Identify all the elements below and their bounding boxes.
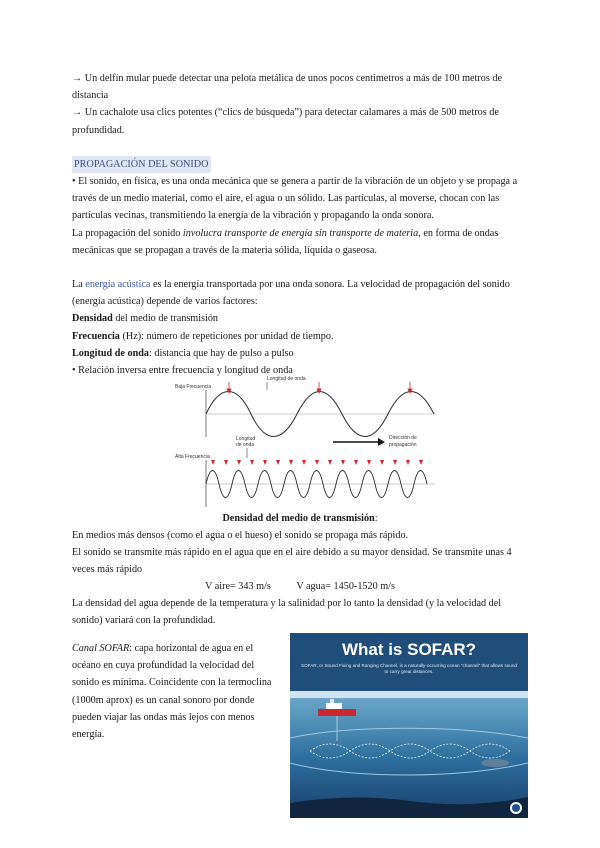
acoustic-energy-link[interactable]: energía acústica [85,279,151,291]
wavelength-mid-label-1: Longitud [236,436,256,442]
density-line-2: El sonido se transmite más rápido en el agua que en el aire debido a su mayor densidad. Se transmite unas 4 veces más rápido [72,547,512,575]
sofar-term: Canal SOFAR [72,643,130,654]
velocity-water: V agua= 1450-1520 m/s [296,581,395,592]
factor-wavelength: Longitud de onda: distancia que hay de pulso a pulso [72,347,294,359]
direction-label-1: Dirección de [389,435,417,441]
density-title: Densidad del medio de transmisión: [222,513,378,524]
inverse-relation: • Relación inversa entre frecuencia y longitud de onda [72,365,293,377]
sofar-description: Canal SOFAR: capa horizontal de agua en el océano en cuya profundidad la velocidad del sonido es mínima. Coincidente con la termoclina (1000m aprox) es un canal sonoro por donde pueden viajar las ondas más lejos con menos energía. [72,643,272,741]
density-section [72,510,528,629]
sound-definition: • El sonido, en física, es una onda mecánica que se genera a partir de la vibración de un objeto y se propaga a través de un medio material, como el aire, el agua o un sólido. Las partículas, al moverse, chocan con las partículas vecinas, transmitiendo la energía de la vibración y propagando la onda sonora. [72,176,518,222]
intro-sperm-whale: → Un cachalote usa clics potentes (“clics de búsqueda”) para detectar calamares a más de 500 metros de profundidad. [72,107,499,136]
direction-label-2: propagación [389,442,417,448]
wavelength-mid-label-2: de onda [236,442,255,448]
velocity-values [72,578,528,595]
sofar-title: What is SOFAR? [341,640,477,659]
propagation-italic: involucra transporte de energía sin transporte de materia [182,227,419,239]
document-body [72,70,528,379]
propagation-paragraph: La propagación del sonido involucra transporte de energía sin transporte de materia, en forma de ondas mecánicas que se propagan a través de la materia sólida, líquida o gaseosa. [72,227,499,256]
factor-frequency: Frecuencia (Hz): número de repeticiones por unidad de tiempo. [72,330,334,342]
wavelength-top-label: Longitud de onda [267,376,306,382]
energy-paragraph: La energía acústica es la energía transportada por una onda sonora. La velocidad de propagación del sonido (energía acústica) depende de varios factores: [72,279,510,308]
frequency-wavelength-diagram [175,372,440,512]
factor-density: Densidad del medio de transmisión [72,313,219,325]
low-frequency-label: Baja Frecuencia [175,384,212,390]
sofar-infographic [290,633,528,818]
high-frequency-label: Alta Frecuencia [175,454,210,460]
whale-icon [481,759,509,767]
density-line-1: En medios más densos (como el agua o el hueso) el sonido se propaga más rápido. [72,530,409,541]
density-line-3: La densidad del agua depende de la temperatura y la salinidad por lo tanto la densidad (y la velocidad del sonido) variará con la profundidad. [72,598,502,626]
velocity-air: V aire= 343 m/s [205,581,271,592]
sofar-subtitle: SOFAR, or Sound Fixing and Ranging Channel, is a naturally-occurring ocean "channel" that allows sound to carry great distances. [301,663,517,674]
intro-dolphin: → Un delfín mular puede detectar una pelota metálica de unos pocos centímetros a más de 100 metros de distancia [72,73,502,102]
section-heading: PROPAGACIÓN DEL SONIDO [72,156,211,173]
